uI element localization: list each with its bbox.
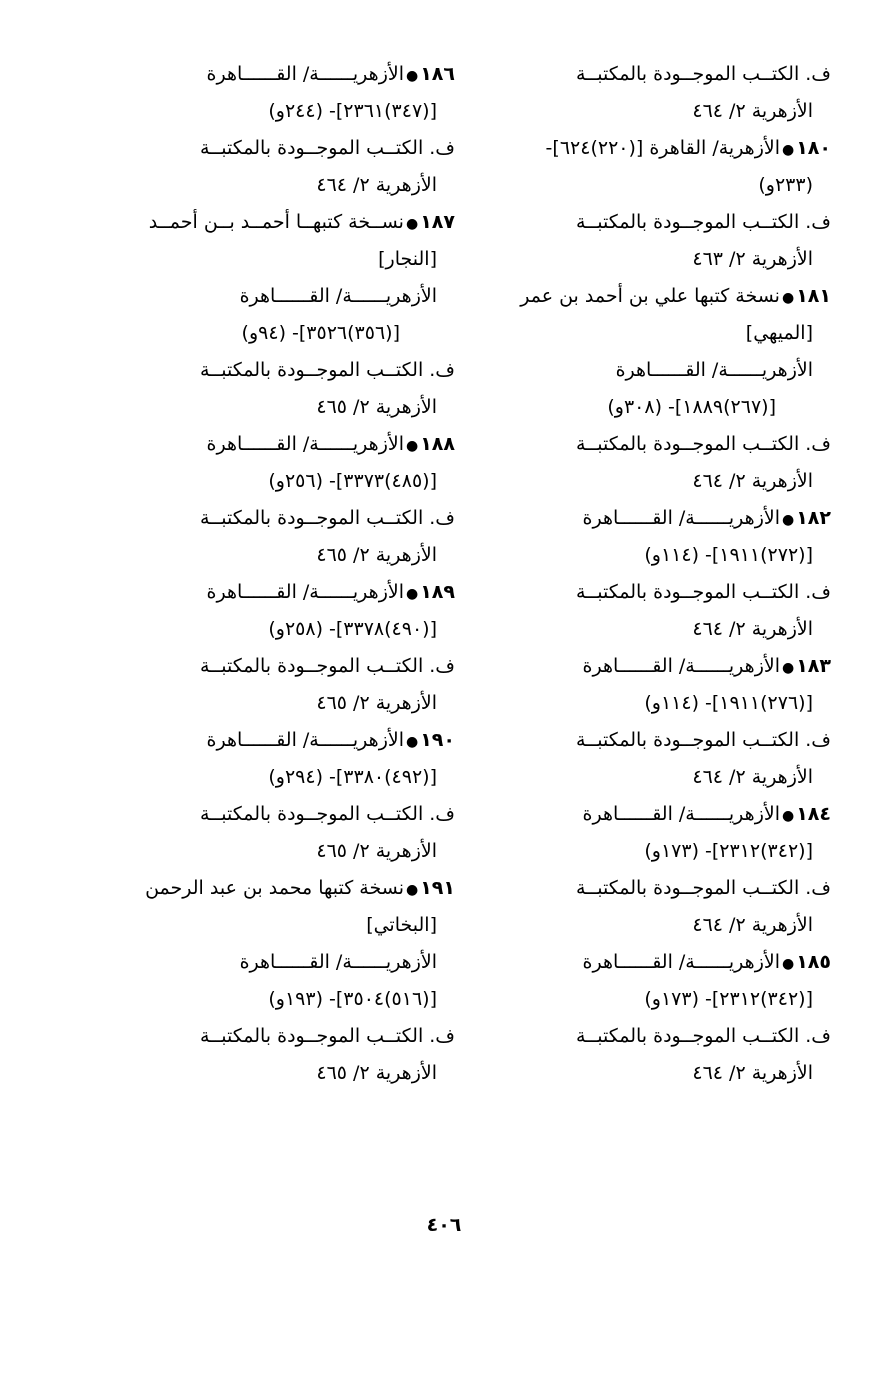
entry-line xyxy=(486,796,831,833)
entry-text: الأزهريــــــة/ القــــــاهرة xyxy=(206,63,404,85)
entry-number: ١٨٧ xyxy=(420,211,455,233)
entry-text: نسخة كتبها محمد بن عبد الرحمن xyxy=(145,877,404,899)
reference-line: ف. الكتــب الموجــودة بالمكتبــة xyxy=(575,581,831,603)
continuation-line: [(٤٩٠)٣٣٧٨]- (٢٥٨و) xyxy=(268,618,437,640)
bullet-icon: ● xyxy=(405,438,419,454)
right-column xyxy=(486,56,831,1092)
continuation-line: الأزهريــــــة/ القــــــاهرة xyxy=(239,285,437,307)
reference-line: ف. الكتــب الموجــودة بالمكتبــة xyxy=(575,211,831,233)
continuation-line: الأزهريــــــة/ القــــــاهرة xyxy=(615,359,813,381)
entry-number: ١٨٥ xyxy=(796,951,831,973)
continuation-line: الأزهرية ٢/ ٤٦٤ xyxy=(692,470,813,492)
bullet-icon: ● xyxy=(781,512,795,528)
continuation-line: الأزهرية ٢/ ٤٦٥ xyxy=(316,840,437,862)
continuation-line: [(٤٩٢)٣٣٨٠]- (٢٩٤و) xyxy=(268,766,437,788)
bullet-icon: ● xyxy=(781,290,795,306)
entry-text: الأزهرية/ القاهرة [(٢٢٠)٦٢٤]- xyxy=(545,137,780,159)
bullet-icon: ● xyxy=(781,956,795,972)
continuation-line: الأزهرية ٢/ ٤٦٤ xyxy=(692,100,813,122)
continuation-line: (٢٣٣و) xyxy=(758,174,813,196)
reference-line: ف. الكتــب الموجــودة بالمكتبــة xyxy=(199,1025,455,1047)
continuation-line: [(٣٤٧)٢٣٦١]- (٢٤٤و) xyxy=(268,100,437,122)
bullet-icon: ● xyxy=(405,68,419,84)
entry-line xyxy=(486,278,831,315)
reference-line: ف. الكتــب الموجــودة بالمكتبــة xyxy=(199,803,455,825)
entry-text: الأزهريــــــة/ القــــــاهرة xyxy=(582,507,780,529)
entry-number: ١٨٠ xyxy=(796,137,831,159)
continuation-line: [(٣٤٢)٢٣١٢]- (١٧٣و) xyxy=(644,988,813,1010)
entry-line xyxy=(486,500,831,537)
entry-text: نســخة كتبهــا أحمــد بــن أحمــد xyxy=(148,211,404,233)
entry-line xyxy=(486,648,831,685)
entry-text: الأزهريــــــة/ القــــــاهرة xyxy=(582,655,780,677)
bullet-icon: ● xyxy=(405,216,419,232)
left-column xyxy=(110,56,455,1092)
continuation-line: الأزهرية ٢/ ٤٦٤ xyxy=(692,618,813,640)
entry-line xyxy=(110,204,455,241)
entry-text: الأزهريــــــة/ القــــــاهرة xyxy=(582,803,780,825)
reference-line: ف. الكتــب الموجــودة بالمكتبــة xyxy=(199,655,455,677)
entry-line xyxy=(110,870,455,907)
continuation-line: [البخاتي] xyxy=(366,914,437,936)
continuation-line: [(٢٧٢)١٩١١]- (١١٤و) xyxy=(644,544,813,566)
continuation-line: الأزهرية ٢/ ٤٦٥ xyxy=(316,1062,437,1084)
continuation-line: الأزهرية ٢/ ٤٦٥ xyxy=(316,544,437,566)
reference-line: ف. الكتــب الموجــودة بالمكتبــة xyxy=(575,877,831,899)
reference-line: ف. الكتــب الموجــودة بالمكتبــة xyxy=(199,507,455,529)
page-number: ٤٠٦ xyxy=(426,1214,462,1236)
reference-line: ف. الكتــب الموجــودة بالمكتبــة xyxy=(575,63,831,85)
continuation-line: الأزهرية ٢/ ٤٦٤ xyxy=(316,174,437,196)
continuation-line: [(٤٨٥)٣٣٧٣]- (٢٥٦و) xyxy=(268,470,437,492)
bullet-icon: ● xyxy=(405,734,419,750)
continuation-line: الأزهرية ٢/ ٤٦٤ xyxy=(692,914,813,936)
entry-number: ١٨١ xyxy=(796,285,831,307)
entry-line xyxy=(110,722,455,759)
entry-number: ١٨٢ xyxy=(796,507,831,529)
reference-line: ف. الكتــب الموجــودة بالمكتبــة xyxy=(199,137,455,159)
continuation-line: الأزهريــــــة/ القــــــاهرة xyxy=(239,951,437,973)
continuation-line: [النجار] xyxy=(378,248,437,270)
continuation-line: [(٥١٦)٣٥٠٤]- (١٩٣و) xyxy=(268,988,437,1010)
entry-number: ١٨٩ xyxy=(420,581,455,603)
entry-text: نسخة كتبها علي بن أحمد بن عمر xyxy=(520,285,780,307)
entry-line xyxy=(110,574,455,611)
entry-number: ١٨٣ xyxy=(796,655,831,677)
continuation-line: الأزهرية ٢/ ٤٦٤ xyxy=(692,1062,813,1084)
entry-text: الأزهريــــــة/ القــــــاهرة xyxy=(206,433,404,455)
reference-line: ف. الكتــب الموجــودة بالمكتبــة xyxy=(199,359,455,381)
entry-number: ١٩١ xyxy=(420,877,455,899)
entry-text: الأزهريــــــة/ القــــــاهرة xyxy=(206,581,404,603)
bullet-icon: ● xyxy=(405,882,419,898)
continuation-line: [(٣٤٢)٢٣١٢]- (١٧٣و) xyxy=(644,840,813,862)
reference-line: ف. الكتــب الموجــودة بالمكتبــة xyxy=(575,1025,831,1047)
continuation-line: الأزهرية ٢/ ٤٦٣ xyxy=(692,248,813,270)
continuation-line: [الميهي] xyxy=(745,322,813,344)
entry-line xyxy=(486,130,831,167)
entry-text: الأزهريــــــة/ القــــــاهرة xyxy=(582,951,780,973)
continuation-line: [(٣٥٦)٣٥٢٦]- (٩٤و) xyxy=(241,322,400,344)
reference-line: ف. الكتــب الموجــودة بالمكتبــة xyxy=(575,729,831,751)
bullet-icon: ● xyxy=(781,808,795,824)
bullet-icon: ● xyxy=(405,586,419,602)
entry-number: ١٨٤ xyxy=(796,803,831,825)
continuation-line: الأزهرية ٢/ ٤٦٤ xyxy=(692,766,813,788)
entry-number: ١٨٦ xyxy=(420,63,455,85)
continuation-line: [(٢٧٦)١٩١١]- (١١٤و) xyxy=(644,692,813,714)
entry-number: ١٨٨ xyxy=(420,433,455,455)
entry-line xyxy=(110,56,455,93)
reference-line: ف. الكتــب الموجــودة بالمكتبــة xyxy=(575,433,831,455)
entry-line xyxy=(486,944,831,981)
continuation-line: الأزهرية ٢/ ٤٦٥ xyxy=(316,692,437,714)
entry-line xyxy=(110,426,455,463)
continuation-line: الأزهرية ٢/ ٤٦٥ xyxy=(316,396,437,418)
continuation-line: [(٢٦٧)١٨٨٩]- (٣٠٨و) xyxy=(607,396,776,418)
bullet-icon: ● xyxy=(781,660,795,676)
bullet-icon: ● xyxy=(781,142,795,158)
entry-number: ١٩٠ xyxy=(420,729,455,751)
entry-text: الأزهريــــــة/ القــــــاهرة xyxy=(206,729,404,751)
